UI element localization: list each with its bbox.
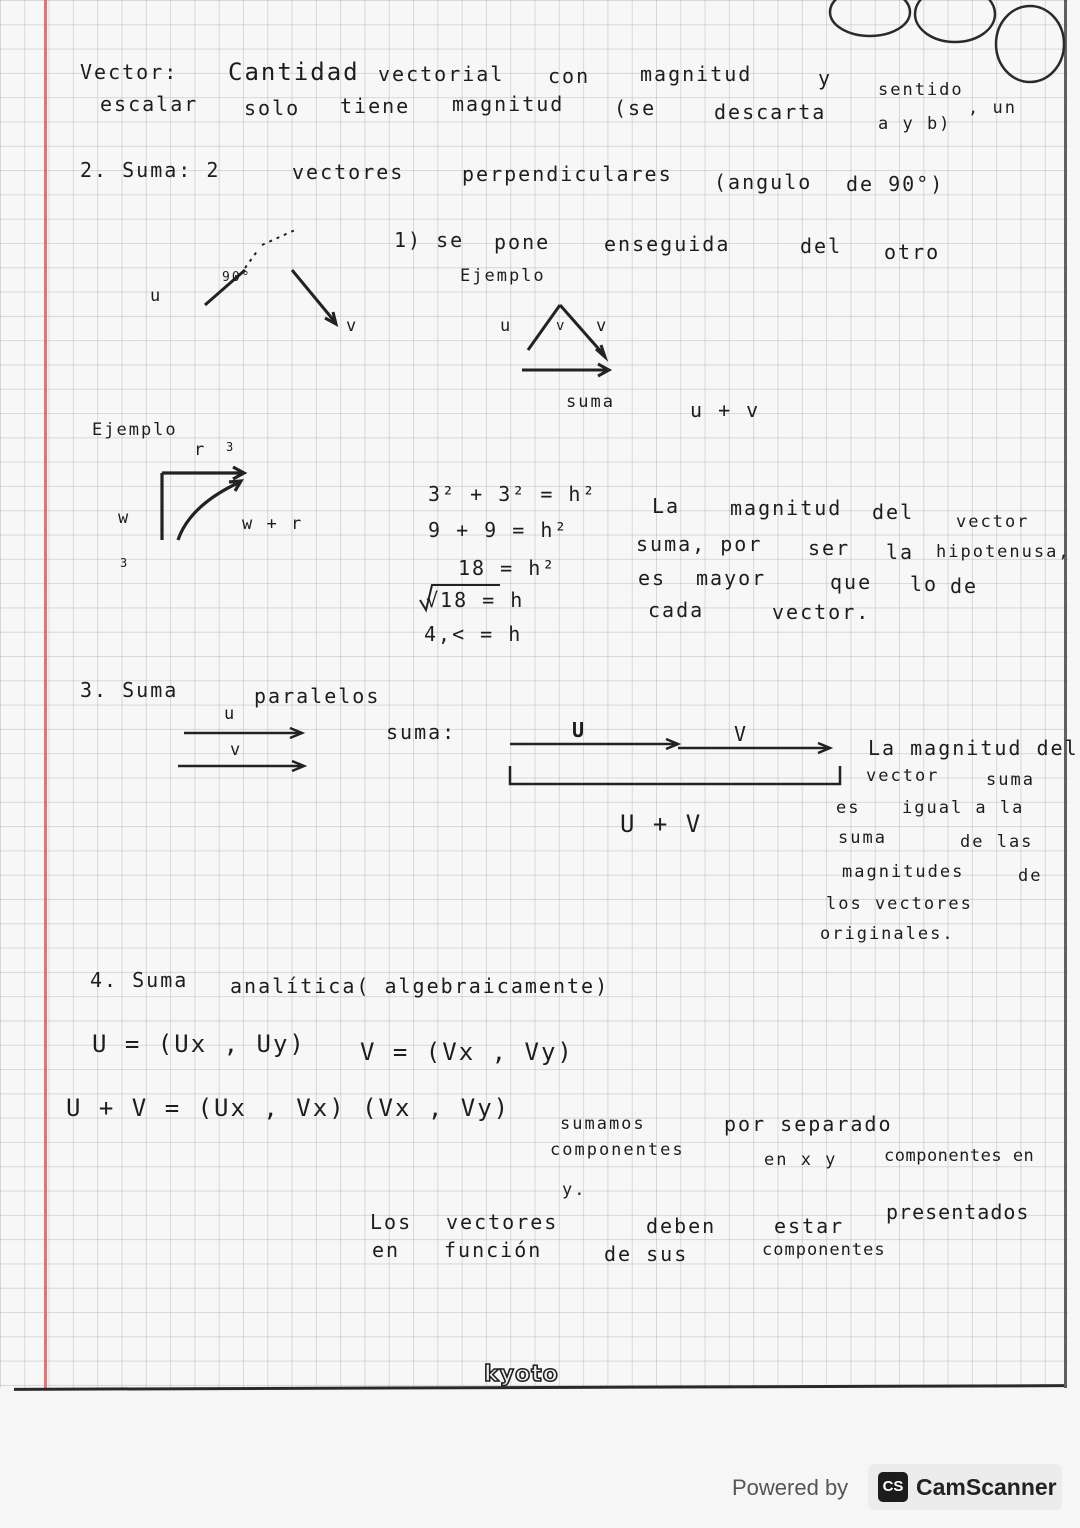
s2-note-vector-2: vector. [772,600,871,624]
s3-note-de-las: de las [960,832,1034,852]
s4-note-sumamos: sumamos [560,1114,646,1134]
s1-ayb: a y b) [878,114,952,134]
s2-note-cada: cada [648,598,705,622]
s2-r-label: r [194,440,207,460]
s3-u-label: u [224,704,237,724]
s1-descarta: descarta [714,100,827,124]
s1-solo: solo [244,96,301,120]
s4-u-def: U = (Ux , Uy) [92,1030,306,1058]
s2-title-angulo: (angulo [714,170,813,194]
s3-big-v: V [734,722,749,746]
s4-note-por-separado: por separado [724,1112,893,1136]
right-angle-example [162,467,244,540]
s4-note-y: y. [562,1180,587,1200]
s2-eq1: 3² + 3² = h² [428,482,597,506]
s2-note-ser: ser [808,536,851,560]
s4-title-suma: 4. Suma [90,968,189,992]
s2-left-v: v [346,316,359,336]
s1-tiene: tiene [340,94,411,118]
s2-title-num: 2. Suma: 2 [80,158,221,182]
s2-note-de: de [950,574,979,598]
s2-note-hipotenusa: hipotenusa, [936,542,1071,562]
s3-u-plus-v: U + V [620,810,703,838]
s2-title-perp: perpendiculares [462,162,673,186]
s4-note-componentes-en: componentes en [884,1146,1035,1166]
s2-title-vectores: vectores [292,160,405,184]
s3-title-paralelos: paralelos [254,684,381,708]
s3-suma-label: suma: [386,720,457,744]
s1-escalar: escalar [100,92,199,116]
s2-note-lo: lo [910,572,939,596]
s2-note-la-2: la [886,540,915,564]
s2-w-val: 3 [120,556,130,570]
s4-sum-def: U + V = (Ux , Vx) (Vx , Vy) [66,1094,511,1122]
s1-vector: Vector: [80,60,179,84]
s1-con: con [548,64,591,88]
s3-v-label: v [230,740,243,760]
s3-note-es: es [836,798,861,818]
s2-tri-v: v [556,318,567,334]
s1-se: (se [614,96,657,120]
s2-r-val: 3 [226,440,236,454]
s2-step-enseguida: enseguida [604,232,731,256]
s3-big-u: U [572,718,587,742]
s2-note-que: que [830,570,873,594]
s2-eq2: 9 + 9 = h² [428,518,569,542]
s4-note-de-sus: de sus [604,1242,689,1266]
s2-step-otro: otro [884,240,941,264]
notebook-brand-logo: kyoto [484,1362,559,1387]
s2-step-se: 1) se [394,228,465,252]
s2-note-es: es [638,566,667,590]
s2-tri-v2: v [596,316,609,336]
s2-note-magnitud: magnitud [730,496,843,520]
s1-sentido: sentido [878,80,964,100]
s2-step-del: del [800,234,843,258]
s4-note-en: en [372,1238,401,1262]
s2-note-vector: vector [956,512,1030,532]
s2-ejemplo-1: Ejemplo [460,266,546,286]
powered-by-text: Powered by [732,1475,849,1500]
s4-v-def: V = (Vx , Vy) [360,1038,574,1066]
s1-cantidad: Cantidad [228,58,360,86]
s3-note-1: La magnitud del [868,736,1079,760]
s1-y: y [818,66,833,90]
s3-note-suma-2: suma [838,828,887,848]
s2-w-label: w [118,508,131,528]
s2-ejemplo-2: Ejemplo [92,420,178,440]
s1-un: , un [968,98,1017,118]
s4-note-funcion: función [444,1238,543,1262]
s2-left-u: u [150,286,163,306]
s2-suma-expr: u + v [690,398,761,422]
s3-title-suma: 3. Suma [80,678,179,702]
s2-tri-u: u [500,316,513,336]
s4-note-componentes: componentes [550,1140,685,1160]
camscanner-icon: CS [878,1472,908,1502]
s2-note-del: del [872,500,915,524]
s2-note-suma: suma, por [636,532,763,556]
s3-note-los-vectores: los vectores [826,894,973,914]
s4-note-los: Los [370,1210,413,1234]
s4-note-deben: deben [646,1214,717,1238]
spiral-doodle [830,0,1064,82]
s4-note-en-x-y: en x y [764,1150,838,1170]
s2-angle: 90° [222,270,252,285]
s3-note-suma: suma [986,770,1035,790]
s3-note-magnitudes: magnitudes [842,862,965,882]
s4-note-vectores: vectores [446,1210,559,1234]
s2-note-mayor: mayor [696,566,767,590]
s2-eq3: 18 = h² [458,556,557,580]
sum-arrow [510,739,840,784]
s2-step-pone: pone [494,230,551,254]
s4-note-estar: estar [774,1214,845,1238]
s3-note-vector: vector [866,766,940,786]
s1-magnitud: magnitud [640,62,753,86]
s1-magnitud-2: magnitud [452,92,565,116]
s3-note-originales: originales. [820,924,955,944]
s2-suma-label: suma [566,392,615,412]
s4-note-componentes-2: componentes [762,1240,886,1260]
s1-vectorial: vectorial [378,62,505,86]
s2-w-plus-r: w + r [242,514,304,534]
s4-title-analitica: analítica( algebraicamente) [230,974,610,998]
camscanner-name: CamScanner [916,1474,1057,1500]
s2-note-la: La [652,494,681,518]
s3-note-de: de [1018,866,1043,886]
s2-title-deg: de 90°) [846,172,945,196]
s3-note-igual: igual a la [902,798,1025,818]
s4-note-presentados: presentados [886,1200,1030,1224]
s2-eq4: √18 = h [426,588,525,612]
s2-eq5: 4,< = h [424,622,523,646]
